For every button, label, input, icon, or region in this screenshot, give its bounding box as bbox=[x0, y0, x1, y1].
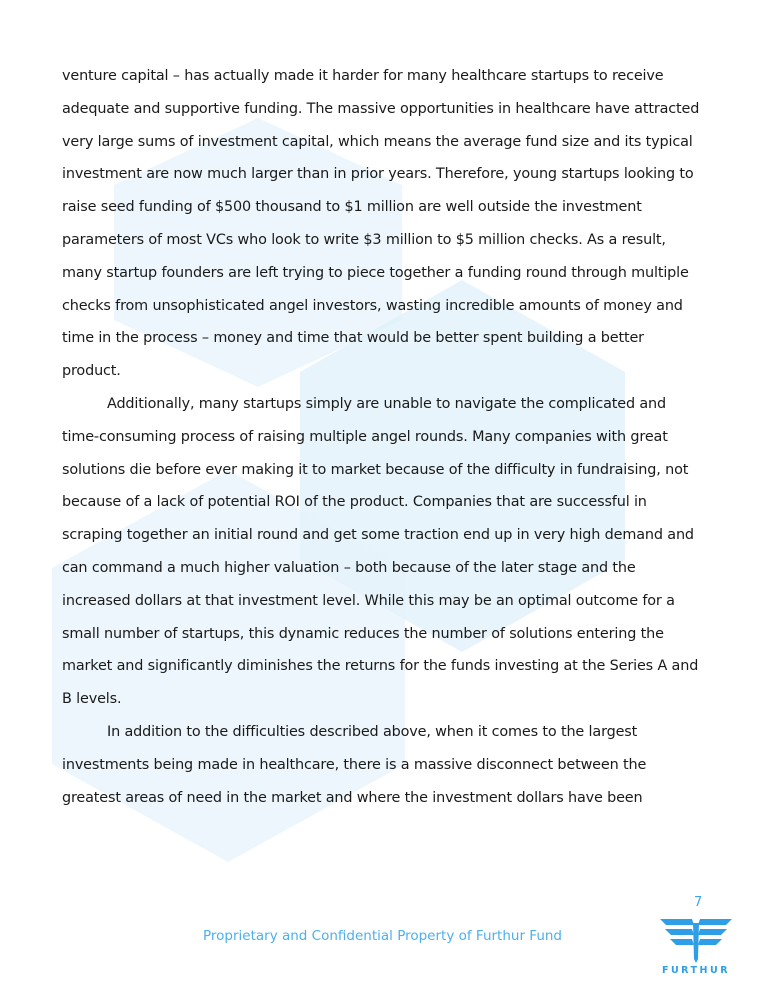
paragraph-additionally: Additionally, many startups simply are unable to navigate the complicated and time-consuming process of raising multiple angel rounds. Many companies with great solutions die before ever making it to market because of the difficulty in fundraising, not because of a lack of potential ROI of the product. Companies that are successful in scraping together an initial round and get some traction end up in very high demand and can command a much higher valuation – both because of the later stage and the increased dollars at that investment level. While this may be an optimal outcome for a small number of startups, this dynamic reduces the number of solutions entering the market and significantly diminishes the returns for the funds investing at the Series A and B levels. bbox=[62, 395, 699, 708]
furthur-wing-logo-icon bbox=[656, 913, 736, 965]
paragraph-continuation: venture capital – has actually made it harder for many healthcare startups to receive adequate and supportive funding. The massive opportunities in healthcare have attracted very large sums of investment capital, which means the average fund size and its typical investment are now much larger than in prior years. Therefore, young startups looking to raise seed funding of $500 thousand to $1 million are well outside the investment parameters of most VCs who look to write $3 million to $5 million checks. As a result, many startup founders are left trying to piece together a funding round through multiple checks from unsophisticated angel investors, wasting incredible amounts of money and time in the process – money and time that would be better spent building a better product. bbox=[62, 68, 700, 380]
footer-text: Proprietary and Confidential Property of Furthur Fund bbox=[202, 928, 563, 944]
page-number: 7 bbox=[694, 895, 703, 910]
paragraph-in-addition: In addition to the difficulties described above, when it comes to the largest investments being made in healthcare, there is a massive disconnect between the greatest areas of need in the market and where the investment dollars have been bbox=[62, 723, 647, 806]
logo-wordmark: FURTHUR bbox=[661, 965, 731, 976]
document-body bbox=[62, 60, 704, 814]
furthur-logo bbox=[656, 913, 736, 983]
